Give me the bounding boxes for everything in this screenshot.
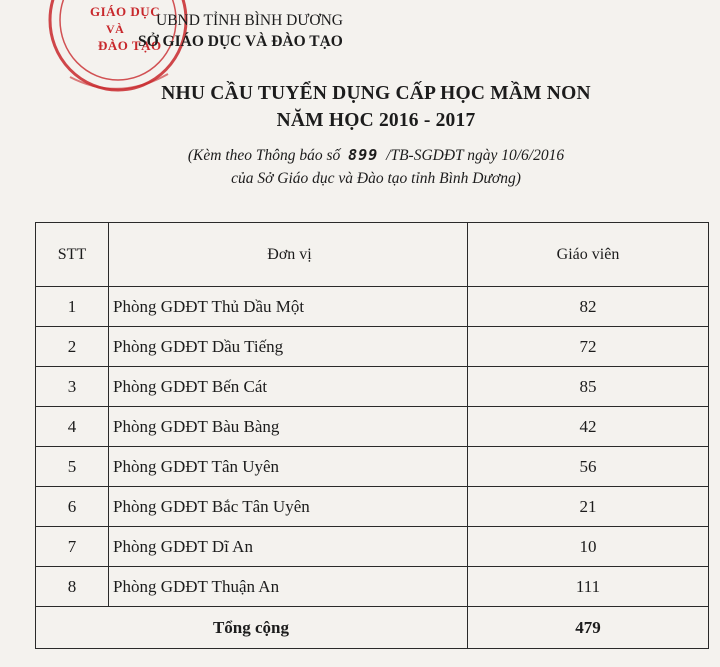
table-header-row: [36, 223, 709, 287]
cell-unit: Phòng GDĐT Bắc Tân Uyên: [109, 487, 468, 527]
cell-stt: 4: [36, 407, 109, 447]
cell-stt: 2: [36, 327, 109, 367]
cell-stt: 3: [36, 367, 109, 407]
document-title: NHU CẦU TUYỂN DỤNG CẤP HỌC MẦM NON: [161, 83, 591, 104]
subtitle-line-1: [16, 146, 720, 165]
cell-teachers: 111: [468, 567, 709, 607]
cell-teachers: 10: [468, 527, 709, 567]
table-row: [36, 567, 709, 607]
cell-unit: Phòng GDĐT Thủ Dầu Một: [109, 287, 468, 327]
header-teachers: Giáo viên: [468, 223, 709, 287]
table-row: [36, 487, 709, 527]
cell-stt: 5: [36, 447, 109, 487]
cell-teachers: 56: [468, 447, 709, 487]
seal-text-3: VÀ: [106, 22, 125, 36]
cell-unit: Phòng GDĐT Dĩ An: [109, 527, 468, 567]
cell-unit: Phòng GDĐT Dầu Tiếng: [109, 327, 468, 367]
subtitle-suffix: /TB-SGDĐT ngày 10/6/2016: [386, 147, 565, 164]
cell-unit: Phòng GDĐT Bàu Bàng: [109, 407, 468, 447]
cell-stt: 6: [36, 487, 109, 527]
notice-number: 899: [348, 146, 379, 164]
total-teachers: 479: [468, 607, 709, 649]
cell-teachers: 42: [468, 407, 709, 447]
cell-teachers: 21: [468, 487, 709, 527]
cell-teachers: 85: [468, 367, 709, 407]
cell-unit: Phòng GDĐT Thuận An: [109, 567, 468, 607]
seal-text-4: ĐÀO TẠO: [98, 38, 162, 53]
table-row: [36, 327, 709, 367]
table-row: [36, 447, 709, 487]
recruitment-table: [35, 222, 709, 649]
subtitle-line-2: của Sở Giáo dục và Đào tạo tỉnh Bình Dương): [231, 170, 521, 187]
header-department: SỞ GIÁO DỤC VÀ ĐÀO TẠO: [138, 33, 343, 50]
cell-unit: Phòng GDĐT Tân Uyên: [109, 447, 468, 487]
table-row: [36, 287, 709, 327]
header-authority: UBND TỈNH BÌNH DƯƠNG: [156, 12, 343, 29]
document-year: NĂM HỌC 2016 - 2017: [276, 110, 476, 131]
table-row: [36, 367, 709, 407]
table-row: [36, 407, 709, 447]
subtitle-prefix: (Kèm theo Thông báo số: [187, 147, 341, 164]
table-total-row: [36, 607, 709, 649]
seal-text-1: [108, 0, 127, 2]
header-unit: Đơn vị: [109, 223, 468, 287]
cell-teachers: 72: [468, 327, 709, 367]
header-stt: STT: [36, 223, 109, 287]
cell-teachers: 82: [468, 287, 709, 327]
cell-stt: 8: [36, 567, 109, 607]
total-label: Tổng cộng: [36, 607, 468, 649]
cell-stt: 1: [36, 287, 109, 327]
seal-text-2: GIÁO DỤC: [90, 4, 161, 19]
cell-unit: Phòng GDĐT Bến Cát: [109, 367, 468, 407]
table-row: [36, 527, 709, 567]
cell-stt: 7: [36, 527, 109, 567]
